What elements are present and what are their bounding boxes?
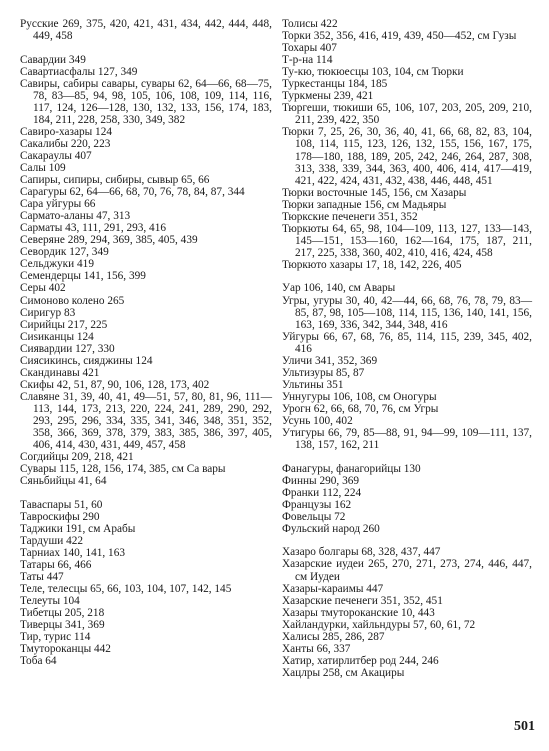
page-number: 501 (514, 719, 535, 734)
index-entry: Тардуши 422 (20, 534, 84, 547)
index-entry: Усунь 100, 402 (282, 415, 353, 427)
index-entry: Туркмены 239, 421 (282, 90, 374, 103)
index-entry: Теле, телесцы 65, 66, 103, 104, 107, 142, 145 (20, 583, 232, 596)
letter-section-gap (282, 535, 532, 547)
index-entry: Тавaспары 51, 60 (20, 498, 103, 511)
index-entry: Уйгуры 66, 67, 68, 76, 85, 114, 115, 239, 345, 402, 416 (282, 330, 532, 355)
index-entry: Тюркюты 64, 65, 98, 104—109, 113, 127, 133—143, 145—151, 153—160, 162—164, 175, 187, 211, 217, 225, 338, 360, 402, 410, 416, 424, 458 (282, 222, 532, 259)
index-entry: Уличи 341, 352, 369 (282, 354, 378, 367)
index-entry: Севордик 127, 349 (20, 246, 109, 259)
index-entry: Сувары 115, 128, 156, 174, 385, см Са вары (20, 463, 226, 476)
index-entry: Тиверцы 341, 369 (20, 619, 105, 632)
index-entry: Тюрки 7, 25, 26, 30, 36, 40, 41, 66, 68, 82, 83, 104, 108, 114, 115, 123, 126, 132, 155, 156, 167, 175, 178—180, 188, 189, 205, 242, 246, 264, 287, 308, 313, 338, 339, 344, 363, 400, 406, 414, 417—419, 421, 422, 424, 431, 432, 438, 446, 448, 451 (282, 126, 532, 187)
index-entry: Сяньбийцы 41, 64 (20, 475, 107, 488)
index-entry: Таврoскифы 290 (20, 510, 100, 523)
index-entry: Сапиры, сипиры, сибиры, сывыр 65, 66 (20, 174, 210, 187)
index-entry: Скифы 42, 51, 87, 90, 106, 128, 173, 402 (20, 378, 210, 391)
index-entry: Сиясикинсь, сияджины 124 (20, 354, 153, 367)
index-column-left (20, 18, 272, 667)
letter-section-gap (282, 271, 532, 283)
index-entry: Симоново колено 265 (20, 294, 125, 307)
index-entry: Сиявардии 127, 330 (20, 342, 115, 355)
index-entry: Сакалибы 220, 223 (20, 137, 111, 150)
index-entry: Туркестанцы 184, 185 (282, 78, 388, 91)
index-entry: Ту-кю, тюкюесцы 103, 104, см Тюрки (282, 66, 464, 79)
index-entry: Савиро-хазары 124 (20, 125, 112, 138)
index-entry: Утигуры 66, 79, 85—88, 91, 94—99, 109—111, 137, 138, 157, 162, 211 (282, 427, 532, 452)
index-entry: Фульский народ 260 (282, 522, 380, 535)
index-entry: Ультизуры 85, 87 (282, 366, 365, 379)
index-entry: Тюргеши, тюкиши 65, 106, 107, 203, 205, 209, 210, 211, 239, 422, 350 (282, 102, 532, 127)
index-entry: Сакарaулы 407 (20, 149, 92, 162)
index-entry: Савардии 349 (20, 53, 86, 66)
index-entry: Таджики 191, см Арабы (20, 522, 136, 535)
index-entry: Уннугуры 106, 108, см Оногуры (282, 390, 437, 403)
index-entry: Серы 402 (20, 282, 66, 295)
index-entry: Франки 112, 224 (282, 486, 362, 499)
index-entry: Тохары 407 (282, 42, 337, 55)
index-entry: Тир, турис 114 (20, 631, 91, 644)
index-entry: Славяне 31, 39, 40, 41, 49—51, 57, 80, 81, 96, 111—113, 144, 173, 213, 220, 224, 241, 289, 290, 292, 293, 295, 296, 334, 335, 341, 346, 348, 351, 352, 358, 366, 369, 378, 379, 383, 385, 386, 397, 405, 406, 414, 430, 431, 449, 457, 458 (20, 390, 272, 452)
index-entry: Согдийцы 209, 218, 421 (20, 451, 134, 464)
index-entry: Ханты 66, 337 (282, 642, 351, 655)
index-entry: Салы 109 (20, 162, 66, 175)
index-entry: Хазары-караимы 447 (282, 582, 384, 595)
index-entry: Хазаро болгары 68, 328, 437, 447 (282, 546, 441, 559)
index-entry: Тибетцы 205, 218 (20, 607, 105, 620)
index-entry: Фанагуры, фанагорийцы 130 (282, 462, 421, 475)
index-entry: Тарниах 140, 141, 163 (20, 546, 125, 559)
index-entry: Хатир, хатирлитбер род 244, 246 (282, 654, 439, 667)
index-entry: Русские 269, 375, 420, 421, 431, 434, 442, 444, 448, 449, 458 (20, 18, 272, 43)
letter-section-gap (20, 42, 272, 54)
index-entry: Хазарские печенеги 351, 352, 451 (282, 594, 443, 607)
index-entry: Сара уйгуры 66 (20, 198, 96, 211)
index-entry: Таты 447 (20, 571, 64, 584)
index-entry: Уар 106, 140, см Авары (282, 282, 396, 295)
index-entry: Тюрки западные 156, см Мадьяры (282, 198, 447, 211)
index-entry: Тмутороканцы 442 (20, 643, 111, 656)
index-entry: Тюрки восточные 145, 156, см Хазары (282, 186, 467, 199)
index-entry: Тоба 64 (20, 655, 57, 668)
index-entry: Французы 162 (282, 498, 352, 511)
index-entry: Савиры, сабиры савары, сувары 62, 64—66, 68—75, 78, 83—85, 94, 98, 105, 106, 108, 109, 114, 116, 117, 124, 126—128, 130, 132, 133, 156, 174, 183, 184, 211, 228, 258, 330, 349, 382 (20, 77, 272, 126)
index-entry: Хайландурки, хайльндуры 57, 60, 61, 72 (282, 618, 476, 631)
index-entry: Телеуты 104 (20, 595, 80, 608)
index-entry: Фовельцы 72 (282, 510, 346, 523)
index-entry: Северяне 289, 294, 369, 385, 405, 439 (20, 234, 198, 247)
index-column-right (282, 18, 532, 679)
index-entry: Сирийцы 217, 225 (20, 318, 108, 331)
index-entry: Ультины 351 (282, 378, 344, 391)
index-entry: Тюркюто хазары 17, 18, 142, 226, 405 (282, 258, 462, 271)
index-entry: Татары 66, 466 (20, 559, 92, 572)
index-entry: Сиsиканцы 124 (20, 330, 94, 343)
index-entry: Скандинавы 421 (20, 366, 100, 379)
index-entry: Тюркские печенеги 351, 352 (282, 210, 418, 223)
index-entry: Сиригур 83 (20, 306, 76, 319)
index-entry: Финны 290, 369 (282, 474, 360, 487)
index-entry: Толисы 422 (282, 18, 338, 30)
index-entry: Сельджуки 419 (20, 258, 94, 271)
index-entry: Семендерцы 141, 156, 399 (20, 270, 146, 283)
letter-section-gap (20, 487, 272, 499)
index-entry: Савартиасфалы 127, 349 (20, 65, 138, 78)
index-entry: Хазарские иудеи 265, 270, 271, 273, 274, 446, 447, см Иудеи (282, 558, 532, 583)
index-entry: Сармато-аланы 47, 313 (20, 210, 131, 223)
index-entry: Угры, угуры 30, 40, 42—44, 66, 68, 76, 78, 79, 83—85, 87, 98, 105—108, 114, 115, 136, 140, 141, 156, 163, 169, 336, 342, 344, 348, 416 (282, 294, 532, 331)
letter-section-gap (282, 451, 532, 463)
index-entry: Т-р-на 114 (282, 54, 333, 67)
index-entry: Халисы 285, 286, 287 (282, 630, 385, 643)
index-entry: Сарагуры 62, 64—66, 68, 70, 76, 78, 84, 87, 344 (20, 186, 245, 199)
index-entry: Сарматы 43, 111, 291, 293, 416 (20, 222, 167, 235)
index-entry: Хацлры 258, см Акациры (282, 666, 405, 679)
index-entry: Торки 352, 356, 416, 419, 439, 450—452, см Гузы (282, 30, 517, 43)
index-entry: Хазары тмутороканские 10, 443 (282, 606, 435, 619)
index-entry: Урогн 62, 66, 68, 70, 76, см Угры (282, 402, 439, 415)
